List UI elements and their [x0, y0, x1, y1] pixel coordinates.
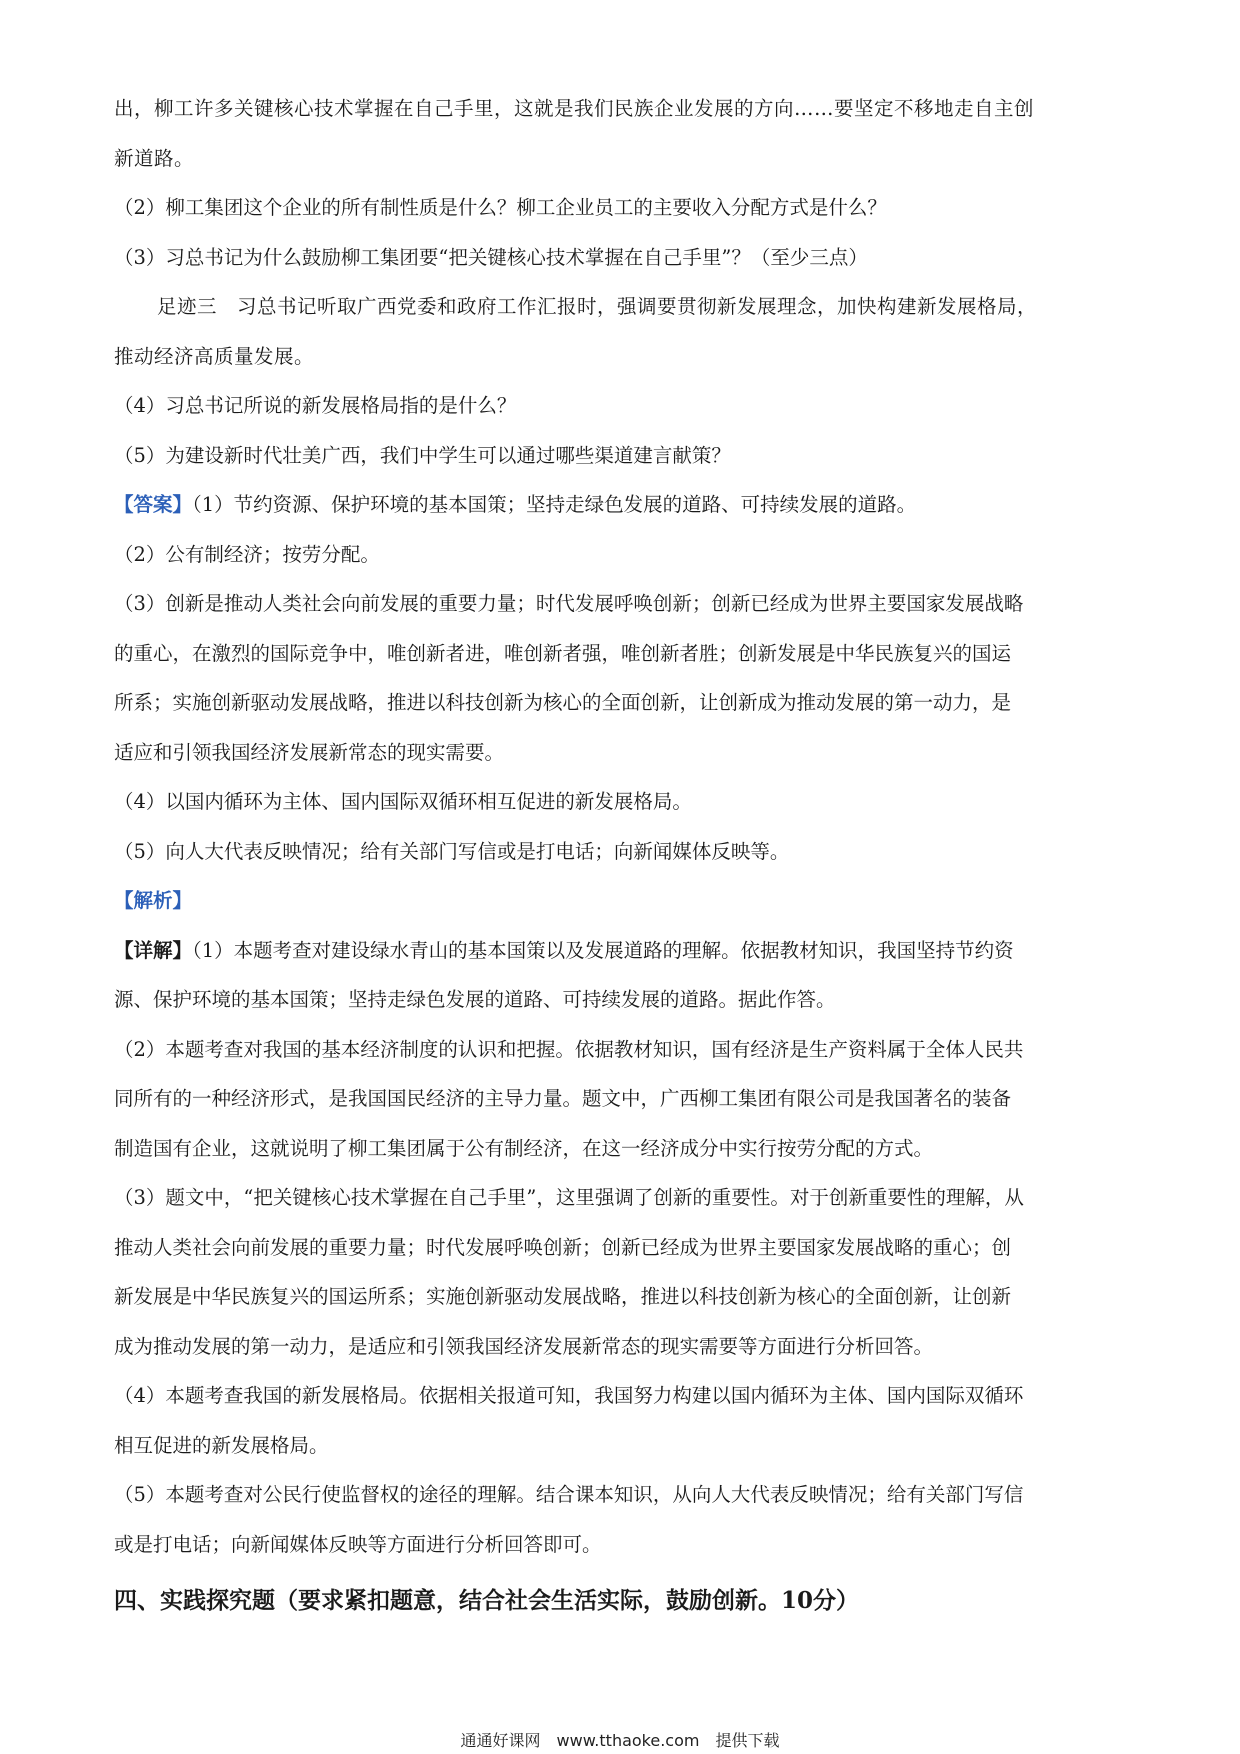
answer-4: （4）以国内循环为主体、国内国际双循环相互促进的新发展格局。 — [114, 790, 692, 813]
material-line: 新道路。 — [114, 146, 195, 170]
detail-2: （2）本题考查对我国的基本经济制度的认识和把握。依据教材知识，国有经济是生产资料属于全体人民共 — [114, 1037, 1024, 1061]
detail-tag: 【详解】 — [114, 938, 193, 962]
detail-3-cont: 推动人类社会向前发展的重要力量；时代发展呼唤创新；创新已经成为世界主要国家发展战略的重心；创 — [114, 1235, 1012, 1259]
question-4: （4）习总书记所说的新发展格局指的是什么？ — [114, 394, 517, 417]
document-body — [114, 84, 1129, 1627]
analysis-tag: 【解析】 — [114, 889, 193, 912]
detail-2-cont: 同所有的一种经济形式，是我国国民经济的主导力量。题文中，广西柳工集团有限公司是我国著名的装备 — [114, 1087, 1012, 1110]
answer-3-cont: 的重心，在激烈的国际竞争中，唯创新者进，唯创新者强，唯创新者胜；创新发展是中华民族复兴的国运 — [114, 641, 1012, 665]
detail-5: （5）本题考查对公民行使监督权的途径的理解。结合课本知识，从向人大代表反映情况；给有关部门写信 — [114, 1483, 1024, 1506]
footprint-three: 足迹三 习总书记听取广西党委和政府工作汇报时，强调要贯彻新发展理念，加快构建新发展格局， — [157, 295, 1038, 318]
detail-4: （4）本题考查我国的新发展格局。依据相关报道可知，我国努力构建以国内循环为主体、国内国际双循环 — [114, 1384, 1024, 1407]
detail-2-cont: 制造国有企业，这就说明了柳工集团属于公有制经济，在这一经济成分中实行按劳分配的方式。 — [114, 1136, 934, 1160]
answer-5: （5）向人大代表反映情况；给有关部门写信或是打电话；向新闻媒体反映等。 — [114, 839, 790, 863]
page-footer: 通通好课网 www.tthaoke.com 提供下载 — [460, 1731, 780, 1750]
detail-3-cont: 新发展是中华民族复兴的国运所系；实施创新驱动发展战略，推进以科技创新为核心的全面创新，让创新 — [114, 1285, 1012, 1308]
answer-2: （2）公有制经济；按劳分配。 — [114, 542, 380, 566]
question-2: （2）柳工集团这个企业的所有制性质是什么？柳工企业员工的主要收入分配方式是什么？ — [114, 196, 887, 219]
detail-1: 【详解】（1）本题考查对建设绿水青山的基本国策以及发展道路的理解。依据教材知识，我国坚持节约资 — [114, 938, 1014, 962]
detail-3: （3）题文中，“把关键核心技术掌握在自己手里”，这里强调了创新的重要性。对于创新重要性的理解，从 — [114, 1186, 1024, 1209]
detail-4-cont: 相互促进的新发展格局。 — [114, 1433, 329, 1457]
detail-5-cont: 或是打电话；向新闻媒体反映等方面进行分析回答即可。 — [114, 1532, 602, 1556]
footprint-three-cont: 推动经济高质量发展。 — [114, 344, 315, 368]
answer-3: （3）创新是推动人类社会向前发展的重要力量；时代发展呼唤创新；创新已经成为世界主要国家发展战略 — [114, 592, 1024, 615]
detail-1-cont: 源、保护环境的基本国策；坚持走绿色发展的道路、可持续发展的道路。据此作答。 — [114, 988, 836, 1011]
answer-3-cont: 所系；实施创新驱动发展战略，推进以科技创新为核心的全面创新，让创新成为推动发展的第一动力，是 — [114, 691, 1012, 714]
answer-tag: 【答案】 — [114, 493, 193, 516]
material-line: 出，柳工许多关键核心技术掌握在自己手里，这就是我们民族企业发展的方向……要坚定不移地走自主创 — [114, 97, 1035, 120]
answer-3-cont: 适应和引领我国经济发展新常态的现实需要。 — [114, 740, 505, 764]
question-3: （3）习总书记为什么鼓励柳工集团要“把关键核心技术掌握在自己手里”？（至少三点） — [114, 245, 868, 269]
answer-1: 【答案】（1）节约资源、保护环境的基本国策；坚持走绿色发展的道路、可持续发展的道路。 — [114, 493, 917, 516]
section-4-title: 四、实践探究题（要求紧扣题意，结合社会生活实际，鼓励创新。10分） — [114, 1587, 860, 1614]
detail-3-cont: 成为推动发展的第一动力，是适应和引领我国经济发展新常态的现实需要等方面进行分析回答。 — [114, 1334, 934, 1358]
analysis-heading — [114, 876, 1129, 926]
question-5: （5）为建设新时代壮美广西，我们中学生可以通过哪些渠道建言献策？ — [114, 443, 731, 467]
